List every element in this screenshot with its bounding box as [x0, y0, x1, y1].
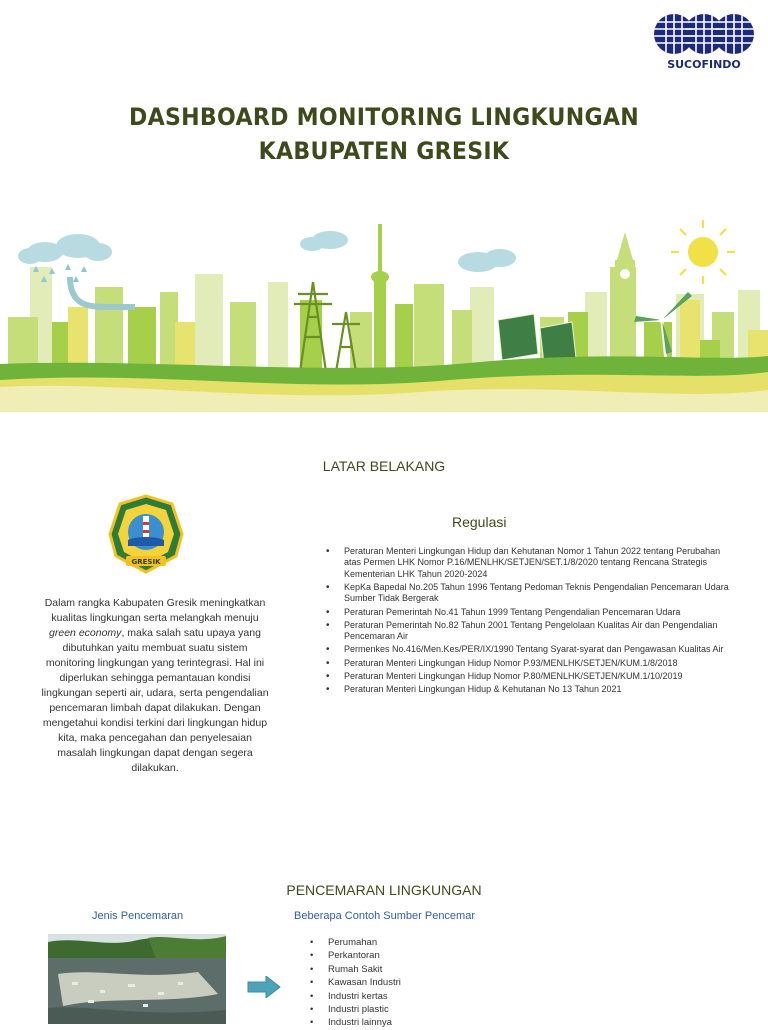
regulation-item: • Peraturan Menteri Lingkungan Hidup dan Kehutanan Nomor 1 Tahun 2022 tentang Perubahan atas Permen LHK Nomor P.16/MENLHK/SETJEN/SET.1/8/2020 tentang Rencana Strategis Kementerian LHK Tahun 2020-2024: [326, 546, 736, 580]
section-heading-latar-belakang: LATAR BELAKANG: [322, 458, 446, 474]
paragraph-text-2: , maka salah satu upaya yang dibutuhkan yaitu membuat suatu sistem monitoring lingkungan yang terintegrasi. Hal ini diperlukan sehingga pemantauan kondisi lingkungan seperti air, udara, serta pengendalian pencemaran limbah dapat dilakukan. Dengan mengetahui kondisi terkini dari lingkungan hidup kita, maka pencegahan dan penyelesaian masalah lingkungan dapat dengan segera dilakukan.: [41, 627, 269, 774]
title-line-2: KABUPATEN GRESIK: [258, 137, 510, 165]
source-item: • Perumahan: [310, 936, 401, 949]
sucofindo-logo: [652, 12, 756, 74]
polluted-river-photo: [48, 934, 226, 1024]
green-city-illustration: [0, 212, 768, 412]
regulation-item: • Peraturan Pemerintah No.41 Tahun 1999 Tentang Pengendalian Pencemaran Udara: [326, 607, 736, 618]
source-item: • Kawasan Industri: [310, 976, 401, 989]
regulation-item: • KepKa Bapedal No.205 Tahun 1996 Tentang Pedoman Teknis Pengendalian Pencemaran Udara Sumber Tidak Bergerak: [326, 582, 736, 605]
pollution-source-list: [310, 936, 401, 1030]
emblem-label: GRESIK: [131, 558, 161, 566]
source-item: • Perkantoran: [310, 949, 401, 962]
arrow-right-icon: [246, 976, 282, 998]
regulation-item: • Peraturan Menteri Lingkungan Hidup Nomor P.93/MENLHK/SETJEN/KUM.1/8/2018: [326, 658, 736, 669]
regulation-item: • Peraturan Menteri Lingkungan Hidup & Kehutanan No 13 Tahun 2021: [326, 684, 736, 695]
source-item: • Industri kertas: [310, 990, 401, 1003]
regulation-item: • Peraturan Menteri Lingkungan Hidup Nomor P.80/MENLHK/SETJEN/KUM.1/10/2019: [326, 671, 736, 682]
subheading-sumber-pencemar: Beberapa Contoh Sumber Pencemar: [294, 910, 475, 922]
paragraph-italic: green economy: [49, 627, 122, 639]
section-heading-regulasi: Regulasi: [452, 514, 507, 530]
regulation-list: [326, 546, 736, 697]
title-line-1: DASHBOARD MONITORING LINGKUNGAN: [129, 103, 639, 131]
source-item: • Industri lainnya: [310, 1016, 401, 1029]
source-item: • Industri plastic: [310, 1003, 401, 1016]
paragraph-text-1: Dalam rangka Kabupaten Gresik meningkatkan kualitas lingkungan serta melangkah menuju: [44, 597, 266, 624]
logo-text: SUCOFINDO: [667, 58, 741, 71]
regulation-item: • Peraturan Pemerintah No.82 Tahun 2001 Tentang Pengelolaan Kualitas Air dan Pengendalian Pencemaran Air: [326, 620, 736, 643]
section-heading-pencemaran: PENCEMARAN LINGKUNGAN: [286, 882, 482, 898]
subheading-jenis-pencemaran: Jenis Pencemaran: [92, 910, 184, 922]
globe-icon: [652, 12, 756, 58]
page-title: [31, 100, 738, 168]
regulation-item: • Permenkes No.416/Men.Kes/PER/IX/1990 Tentang Syarat-syarat dan Pengawasan Kualitas Air: [326, 644, 736, 655]
background-paragraph: [40, 596, 270, 776]
gresik-emblem-icon: [106, 494, 186, 576]
source-item: • Rumah Sakit: [310, 963, 401, 976]
